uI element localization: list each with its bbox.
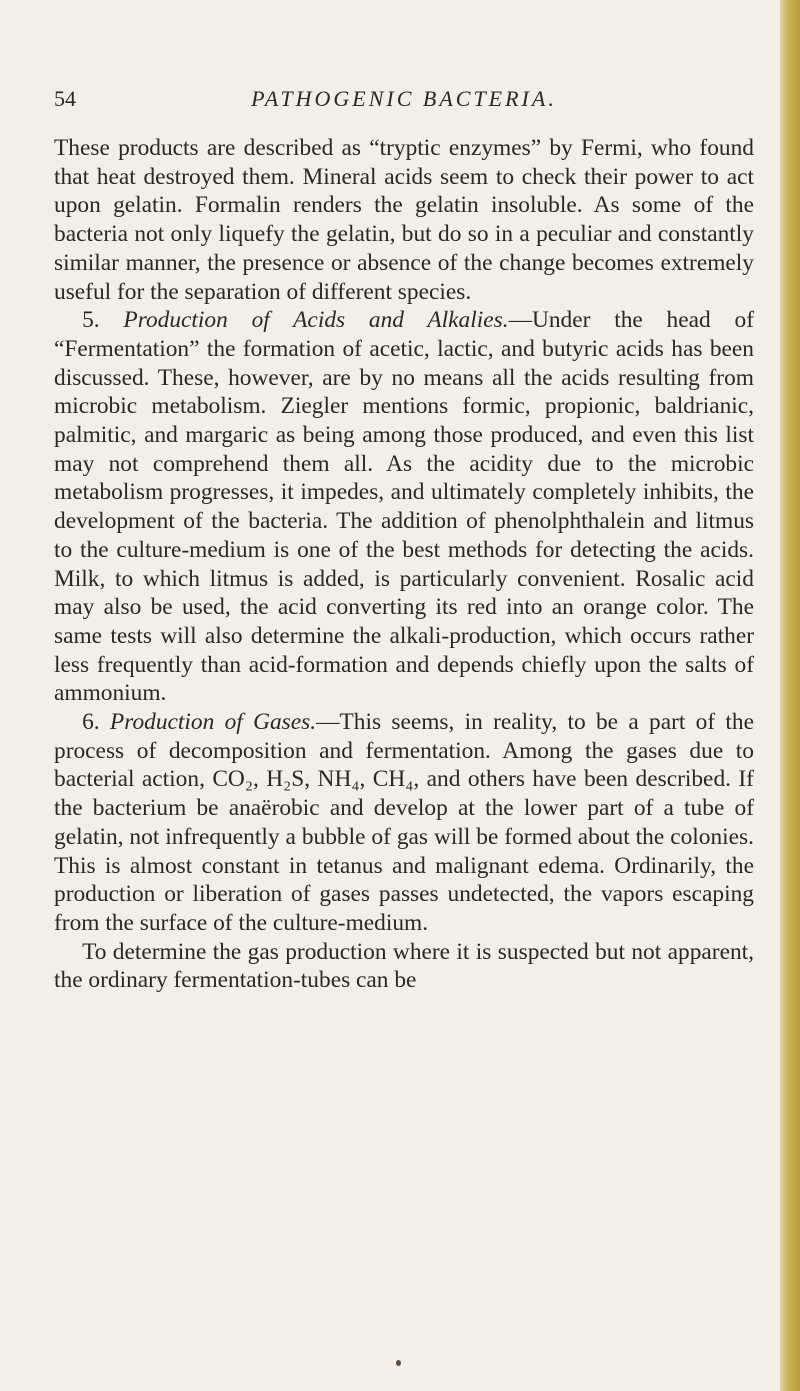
page-edge	[780, 0, 800, 1391]
paragraph-last-text: To determine the gas production where it is suspected but not apparent, the ordinary fermentation-tubes can be	[54, 938, 754, 994]
section-heading: Production of Acids and Alkalies.	[123, 307, 509, 334]
formula-co2: CO₂,	[212, 766, 259, 793]
body-text	[54, 134, 754, 995]
paragraph-1-text: These products are described as “tryptic enzymes” by Fermi, who found that heat destroyed them. Mineral acids seem to check their power to act upon gelatin. Formalin renders the gelatin insoluble. As some of the bacteria not only liquefy the gelatin, but do so in a peculiar and constantly similar manner, the presence or absence of the change becomes extremely useful for the separation of different species.	[54, 135, 754, 305]
formula-ch4: CH₄,	[372, 766, 420, 793]
page-header	[54, 86, 754, 122]
paragraph-gases	[54, 708, 754, 938]
running-title: PATHOGENIC BACTERIA.	[251, 86, 557, 111]
paragraph-text: —This seems, in reality, to be a part of the process of decomposition and fermentation. Among the gases due to bacterial action,	[54, 709, 754, 793]
section-number: 5.	[82, 307, 100, 334]
paragraph-last	[54, 938, 754, 995]
section-number: 6.	[82, 709, 100, 736]
paragraph-1	[54, 134, 754, 306]
paragraph-text: and others have been described. If the bacterium be anaërobic and develop at the lower part of a tube of gelatin, not infrequently a bubble of gas will be formed about the colonies. This is almost constant in tetanus and malignant edema. Ordinarily, the production or liberation of gases passes undetected, the vapors escaping from the surface of the culture-medium.	[54, 766, 754, 936]
section-heading: Production of Gases.	[109, 709, 317, 736]
stray-mark	[396, 1360, 401, 1366]
formula-nh4: NH₄,	[317, 766, 366, 793]
formula-h2s: H₂S,	[266, 766, 311, 793]
paragraph-acids-alkalies	[54, 306, 754, 708]
paragraph-text: —Under the head of “Fermentation” the formation of acetic, lactic, and butyric acids has been discussed. These, however, are by no means all the acids resulting from microbic metabolism. Ziegler mentions formic, propionic, baldrianic, palmitic, and margaric as being among those produced, and even this list may not comprehend them all. As the acidity due to the microbic metabolism progresses, it impedes, and ultimately completely inhibits, the development of the bacteria. The addition of phenolphthalein and litmus to the culture-medium is one of the best methods for detecting the acids. Milk, to which litmus is added, is particularly convenient. Rosalic acid may also be used, the acid converting its red into an orange color. The same tests will also determine the alkali-production, which occurs rather less frequently than acid-formation and depends chiefly upon the salts of ammonium.	[54, 307, 754, 707]
page-number: 54	[54, 86, 76, 111]
